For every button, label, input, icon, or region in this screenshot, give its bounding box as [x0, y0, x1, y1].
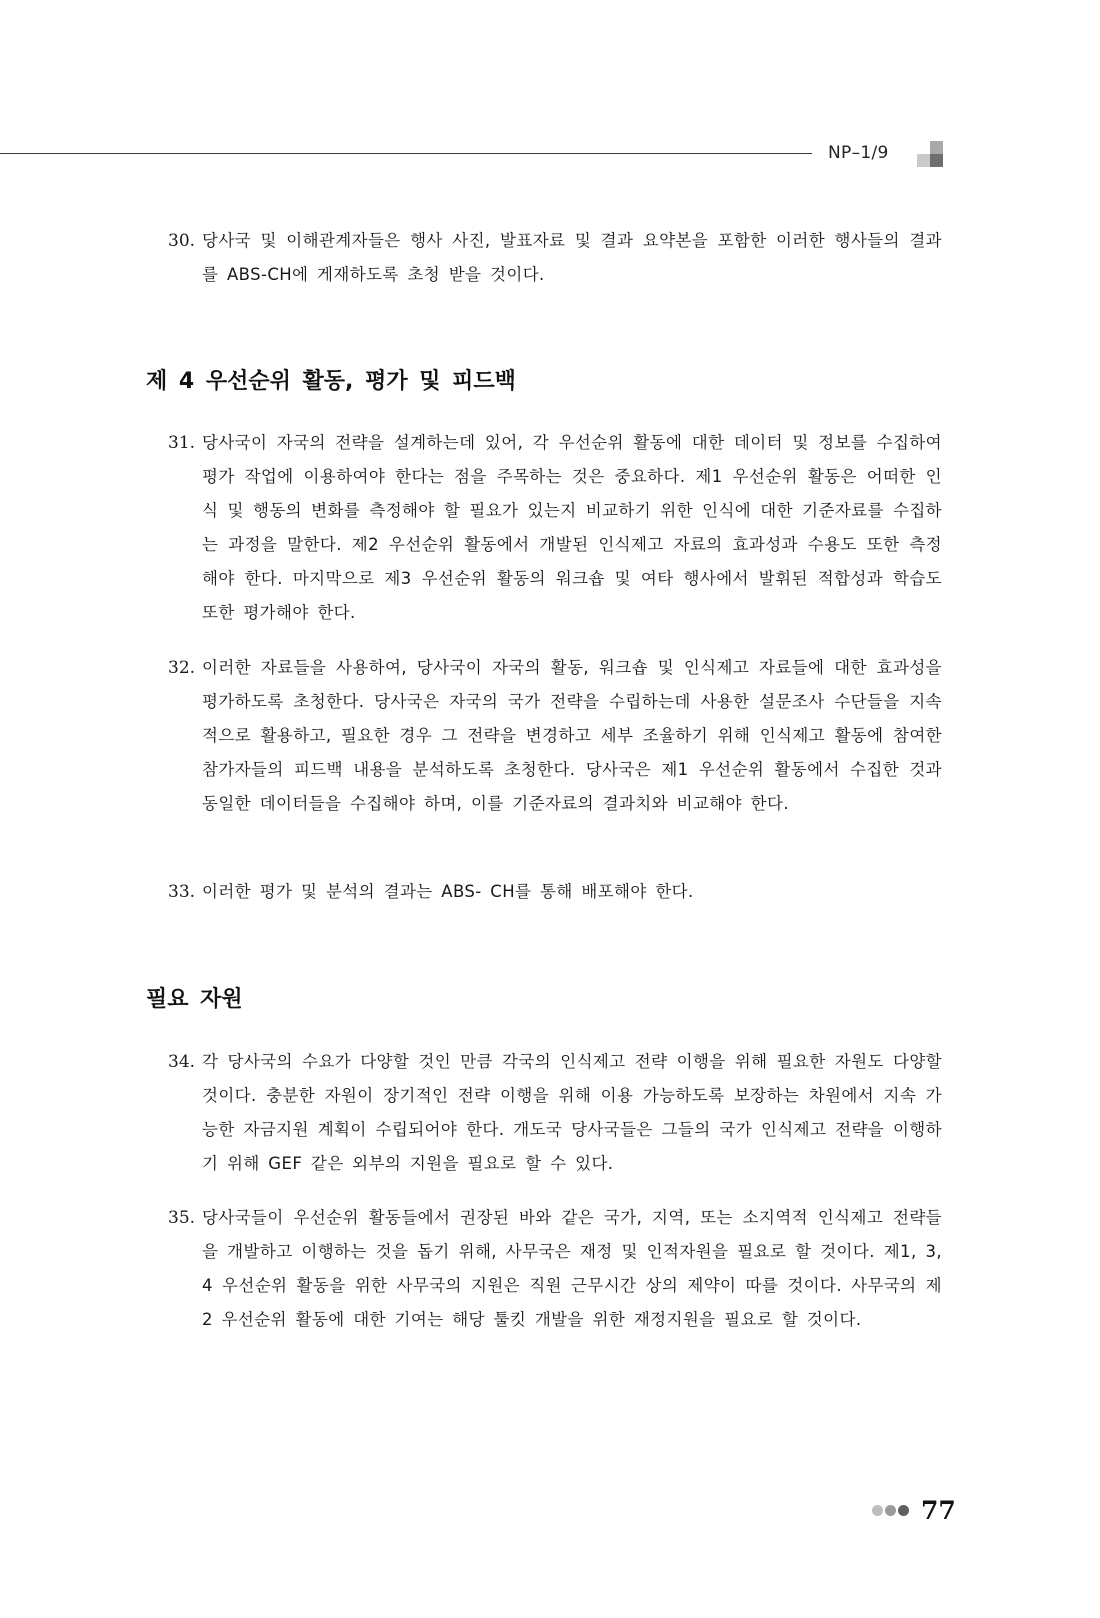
footer-dot-icon: [885, 1505, 896, 1516]
paragraph-34: [168, 1045, 942, 1181]
paragraph-number: 35.: [168, 1208, 196, 1228]
paragraph-35: [168, 1201, 942, 1337]
gray-checker-squares-icon: [917, 141, 943, 167]
paragraph-number: 30.: [168, 231, 196, 251]
page-footer: [872, 1495, 956, 1525]
footer-dot-icon: [872, 1505, 883, 1516]
paragraph-text: 당사국들이 우선순위 활동들에서 권장된 바와 같은 국가, 지역, 또는 소지역적 인식제고 전략들을 개발하고 이행하는 것을 돕기 위해, 사무국은 재정 및 인적자원을 필요로 할 것이다. 제1, 3, 4 우선순위 활동을 위한 사무국의 지원은 직원 근무시간 상의 제약이 따를 것이다. 사무국의 제2 우선순위 활동에 대한 기여는 해당 툴킷 개발을 위한 재정지원을 필요로 할 것이다.: [202, 1208, 942, 1329]
header-rule: [0, 153, 812, 154]
paragraph-number: 32.: [168, 658, 196, 678]
document-code: NP–1/9: [828, 143, 889, 163]
paragraph-32: [168, 651, 942, 821]
page-number: 77: [921, 1495, 956, 1525]
footer-dot-icon: [898, 1505, 909, 1516]
section-title-priority-4: 제 4 우선순위 활동, 평가 및 피드백: [146, 369, 516, 394]
paragraph-31: [168, 426, 942, 630]
section-title-required-resources: 필요 자원: [146, 987, 243, 1012]
paragraph-number: 34.: [168, 1052, 196, 1072]
paragraph-33: [168, 875, 942, 909]
paragraph-30: [168, 224, 942, 292]
paragraph-text: 이러한 자료들을 사용하여, 당사국이 자국의 활동, 워크숍 및 인식제고 자료들에 대한 효과성을 평가하도록 초청한다. 당사국은 자국의 국가 전략을 수립하는데 사용한 설문조사 수단들을 지속적으로 활용하고, 필요한 경우 그 전략을 변경하고 세부 조율하기 위해 인식제고 활동에 참여한 참가자들의 피드백 내용을 분석하도록 초청한다. 당사국은 제1 우선순위 활동에서 수집한 것과 동일한 데이터들을 수집해야 하며, 이를 기준자료의 결과치와 비교해야 한다.: [202, 658, 942, 813]
paragraph-number: 31.: [168, 433, 196, 453]
paragraph-text: 각 당사국의 수요가 다양할 것인 만큼 각국의 인식제고 전략 이행을 위해 필요한 자원도 다양할 것이다. 충분한 자원이 장기적인 전략 이행을 위해 이용 가능하도록 보장하는 차원에서 지속 가능한 자금지원 계획이 수립되어야 한다. 개도국 당사국들은 그들의 국가 인식제고 전략을 이행하기 위해 GEF 같은 외부의 지원을 필요로 할 수 있다.: [202, 1052, 942, 1173]
paragraph-text: 당사국이 자국의 전략을 설계하는데 있어, 각 우선순위 활동에 대한 데이터 및 정보를 수집하여 평가 작업에 이용하여야 한다는 점을 주목하는 것은 중요하다. 제1 우선순위 활동은 어떠한 인식 및 행동의 변화를 측정해야 할 필요가 있는지 비교하기 위한 인식에 대한 기준자료를 수집하는 과정을 말한다. 제2 우선순위 활동에서 개발된 인식제고 자료의 효과성과 수용도 또한 측정해야 한다. 마지막으로 제3 우선순위 활동의 워크숍 및 여타 행사에서 발휘된 적합성과 학습도 또한 평가해야 한다.: [202, 433, 942, 622]
paragraph-text: 이러한 평가 및 분석의 결과는 ABS- CH를 통해 배포해야 한다.: [202, 882, 694, 901]
paragraph-text: 당사국 및 이해관계자들은 행사 사진, 발표자료 및 결과 요약본을 포함한 이러한 행사들의 결과를 ABS-CH에 게재하도록 초청 받을 것이다.: [202, 231, 942, 284]
paragraph-number: 33.: [168, 882, 196, 902]
